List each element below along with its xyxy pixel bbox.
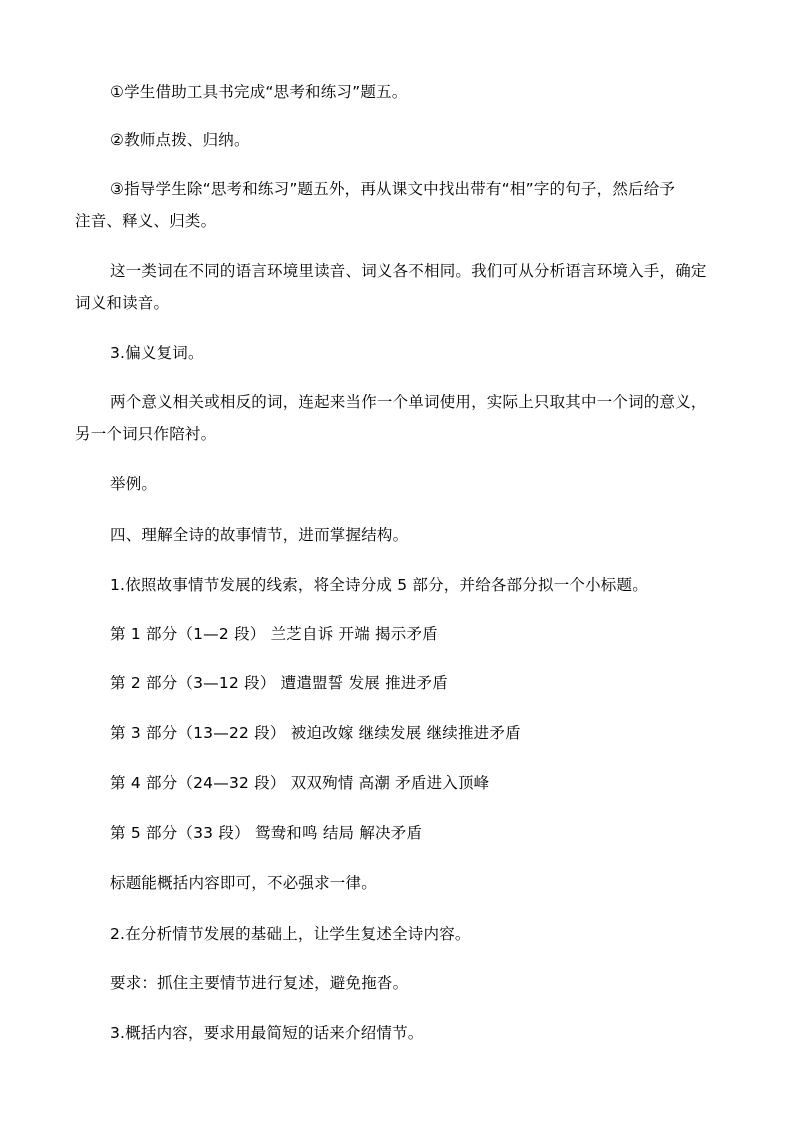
example-text: 举例。 [110,475,158,493]
structure-part-2: 第 2 部分（3—12 段） 遭遣盟誓 发展 推进矛盾 [110,674,448,692]
step-2-text: ②教师点拨、归纳。 [110,131,250,149]
definition-paragraph: 两个意义相关或相反的词，连起来当作一个单词使用，实际上只取其中一个词的意义， [110,393,707,411]
structure-part-3: 第 3 部分（13—22 段） 被迫改嫁 继续发展 继续推进矛盾 [110,724,521,742]
step-3-text: ③指导学生除“思考和练习”题五外，再从课文中找出带有“相”字的句子，然后给予 [110,180,676,198]
step-3-continuation: 注音、释义、归类。 [75,212,217,230]
item-1-text: 1.依照故事情节发展的线索，将全诗分成 5 部分，并给各部分拟一个小标题。 [110,576,648,594]
part-4-heading: 四、理解全诗的故事情节，进而掌握结构。 [110,526,409,544]
item-2-text: 2.在分析情节发展的基础上，让学生复述全诗内容。 [110,925,471,943]
item-3-text: 3.概括内容，要求用最简短的话来介绍情节。 [110,1024,424,1042]
explanation-paragraph: 这一类词在不同的语言环境里读音、词义各不相同。我们可从分析语言环境入手，确定 [110,262,707,280]
structure-part-5: 第 5 部分（33 段） 鸳鸯和鸣 结局 解决矛盾 [110,824,423,842]
section-3-heading: 3.偏义复词。 [110,344,204,362]
definition-continuation: 另一个词只作陪衬。 [75,425,217,443]
requirement-text: 要求：抓住主要情节进行复述，避免拖沓。 [110,974,409,992]
explanation-continuation: 词义和读音。 [75,294,170,312]
structure-part-4: 第 4 部分（24—32 段） 双双殉情 高潮 矛盾进入顶峰 [110,774,490,792]
step-1-text: ①学生借助工具书完成“思考和练习”题五。 [110,83,408,101]
title-note: 标题能概括内容即可，不必强求一律。 [110,874,377,892]
structure-part-1: 第 1 部分（1—2 段） 兰芝自诉 开端 揭示矛盾 [110,625,438,643]
